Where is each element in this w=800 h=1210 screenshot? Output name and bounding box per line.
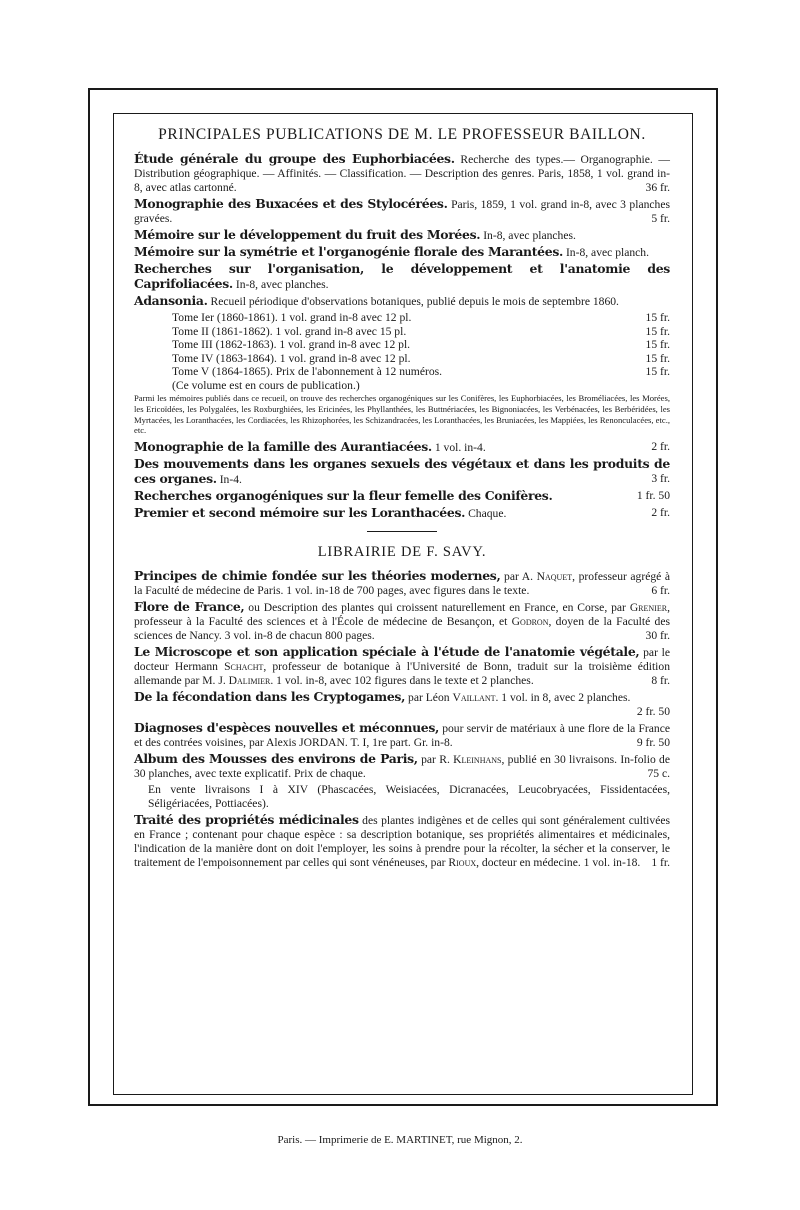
- entry-price: 8 fr.: [651, 674, 670, 688]
- entry-desc: 1 vol. in-4.: [431, 441, 486, 455]
- tome-price: 15 fr.: [645, 351, 670, 365]
- section-heading-savy: LIBRAIRIE DE F. SAVY.: [317, 544, 487, 561]
- tome-label: Tome III (1862-1863). 1 vol. grand in-8 avec 12 pl.: [172, 338, 411, 351]
- entry-price: 5 fr.: [651, 212, 670, 225]
- entry-price: 1 fr.: [651, 856, 670, 870]
- entry-desc: pour servir de matériaux à une flore de la France et des contrées voisines, par Alexis JORDAN. T. I, 1re part. Gr. in-8.: [134, 722, 670, 750]
- entry-title: Recherches sur l'organisation, le développement et l'anatomie des Caprifoliacées.: [134, 261, 670, 291]
- entry-desc: . 1 vol. in-8, avec 102 figures dans le texte et 2 planches.: [270, 674, 534, 688]
- entry-desc: des plantes indigènes et de celles qui sont généralement cultivées en France ; contenant pour chaque espèce : sa description botanique, ses propriétés alimentaires et médicinales, l'indication de la manière dont on doit l'employer, les soins à prendre pour la récolter, la sécher et la conserver, le traitement de l'empoisonnement par celles qui sont vénéneuses, par: [134, 814, 670, 870]
- entry-author: Godron: [511, 615, 549, 629]
- section-heading-baillon: PRINCIPALES PUBLICATIONS DE M. LE PROFESSEUR BAILLON.: [158, 126, 646, 143]
- entry-desc: , professeur à la Faculté des sciences et à l'École de médecine de Besançon, et: [134, 601, 670, 629]
- entry-title: Mémoire sur le développement du fruit des Morées.: [134, 227, 481, 242]
- entry-mouvements: [134, 457, 670, 487]
- entry-desc: . 1 vol. in 8, avec 2 planches.: [495, 691, 631, 705]
- entry-author: Schacht: [224, 660, 264, 674]
- tome-price: 15 fr.: [645, 338, 670, 351]
- adansonia-tomes: [134, 311, 670, 392]
- entry-marantees: [134, 245, 670, 260]
- entry-title: Adansonia.: [134, 293, 208, 308]
- mousses-note: En vente livraisons I à XIV (Phascacées, Weisiacées, Dicranacées, Leucobryacées, Fissidentacées, Séligériacées, Pottiacées).: [148, 783, 670, 811]
- entry-price: 75 c.: [647, 767, 670, 781]
- tome-row: [134, 365, 670, 379]
- entry-price: 30 fr.: [645, 629, 670, 643]
- entry-desc: Chaque.: [465, 507, 507, 521]
- entry-buxacees: [134, 197, 670, 226]
- entry-desc: In-4.: [216, 473, 242, 487]
- entry-title: Album des Mousses des environs de Paris,: [134, 751, 418, 767]
- printer-imprint: Paris. — Imprimerie de E. MARTINET, rue Mignon, 2.: [277, 1134, 523, 1146]
- entry-chimie: [134, 569, 670, 598]
- entry-desc: , docteur en médecine. 1 vol. in-18.: [476, 856, 641, 870]
- tome-row: [134, 352, 670, 366]
- entry-title: Traité des propriétés médicinales: [134, 812, 359, 828]
- entry-title: Recherches organogéniques sur la fleur femelle des Conifères.: [134, 488, 553, 504]
- tome-price: 15 fr.: [645, 365, 670, 378]
- entry-microscope: [134, 645, 670, 688]
- entry-adansonia: [134, 294, 670, 309]
- entry-price: 6 fr.: [651, 584, 670, 598]
- entry-aurantiacees: [134, 440, 670, 455]
- entry-price: 2 fr.: [651, 440, 670, 454]
- entry-author: Rioux: [448, 856, 477, 870]
- entry-caprifoliacees: [134, 262, 670, 292]
- entry-desc: par Léon: [405, 691, 453, 705]
- entry-author: Vaillant: [452, 691, 496, 705]
- entry-price: 2 fr.: [651, 506, 670, 520]
- adansonia-note: (Ce volume est en cours de publication.): [172, 378, 360, 392]
- entry-desc: , professeur de botanique à l'Université de Bonn, traduit sur la troisième édition allemande par M. J.: [134, 660, 670, 688]
- entry-price: 3 fr.: [651, 472, 670, 486]
- entry-desc: Recueil périodique d'observations botaniques, publié depuis le mois de septembre 1860.: [207, 295, 619, 308]
- entry-desc: Paris, 1859, 1 vol. grand in-8, avec 3 planches gravées.: [134, 198, 670, 225]
- entry-title: Principes de chimie fondée sur les théories modernes,: [134, 568, 501, 584]
- entry-author: Dalimier: [228, 674, 271, 688]
- entry-title: Mémoire sur la symétrie et l'organogénie florale des Marantées.: [134, 244, 564, 259]
- entry-title: Étude générale du groupe des Euphorbiacées.: [134, 151, 455, 166]
- entry-price: 1 fr. 50: [636, 489, 670, 503]
- entry-desc: In-8, avec planches.: [480, 229, 576, 242]
- entry-desc: In-8, avec planch.: [563, 246, 649, 259]
- tome-row: [134, 311, 670, 325]
- entry-title: De la fécondation dans les Cryptogames,: [134, 689, 406, 705]
- entry-title: Diagnoses d'espèces nouvelles et méconnues,: [134, 720, 440, 736]
- entry-desc: par le docteur Hermann: [134, 646, 670, 674]
- entry-desc: par R.: [417, 753, 454, 767]
- entry-price: 36 fr.: [645, 181, 670, 194]
- entry-flore: [134, 600, 670, 643]
- entry-desc: ou Description des plantes qui croissent naturellement en France, en Corse, par: [244, 601, 630, 615]
- entry-desc: In-8, avec planches.: [232, 278, 329, 291]
- entry-desc: , doyen de la Faculté des sciences de Nancy. 3 vol. in-8 de chacun 800 pages.: [134, 615, 670, 643]
- tome-label: Tome IV (1863-1864). 1 vol. grand in-8 avec 12 pl.: [172, 351, 411, 365]
- entry-traite: [134, 813, 670, 870]
- tome-label: Tome V (1864-1865). Prix de l'abonnement à 12 numéros.: [172, 365, 443, 378]
- catalog-content: [134, 126, 670, 872]
- entry-title: Flore de France,: [134, 599, 245, 615]
- entry-desc: par A.: [500, 570, 537, 584]
- tome-row: [134, 338, 670, 352]
- entry-cryptogames: [134, 690, 670, 719]
- tome-price: 15 fr.: [645, 324, 670, 338]
- tome-label: Tome Ier (1860-1861). 1 vol. grand in-8 avec 12 pl.: [172, 311, 412, 324]
- entry-author: Grenier: [629, 601, 668, 615]
- entry-loranthacees: [134, 506, 670, 521]
- entry-euphorbiacees: [134, 152, 670, 195]
- entry-title: Monographie de la famille des Aurantiacées.: [134, 439, 432, 455]
- entry-author: Kleinhans: [453, 753, 502, 767]
- entry-desc: , professeur agrégé à la Faculté de médecine de Paris. 1 vol. in-18 de 700 pages, avec figures dans le texte.: [134, 570, 671, 598]
- entry-title: Monographie des Buxacées et des Stylocérées.: [134, 196, 448, 211]
- tome-row: [134, 325, 670, 339]
- entry-mousses: [134, 752, 670, 781]
- tome-price: 15 fr.: [645, 311, 670, 324]
- entry-desc: , publié en 30 livraisons. In-folio de 30 planches, avec texte explicatif. Prix de chaque.: [134, 753, 670, 781]
- tome-label: Tome II (1861-1862). 1 vol. grand in-8 avec 15 pl.: [172, 324, 407, 338]
- adansonia-contents: Parmi les mémoires publiés dans ce recueil, on trouve des recherches organogéniques sur les Conifères, les Euphorbiacées, les Broméliacées, les Morées, les Ericoïdées, les Polygalées, les Roxburghiées, les Ericinées, les Phyllanthées, les Buttnériacées, les Bignoniacées, les Verbénacées, les Berbéridées, les Myrtacées, les Loranthacées, les Cordiacées, les Rhizophorées, les Schizandracées, les Loranthacées, les Bruniacées, les Mappiées, les Renonculacées, etc., etc.: [134, 393, 670, 436]
- section-divider: [367, 531, 437, 532]
- entry-title: Des mouvements dans les organes sexuels des végétaux et dans les produits de ces organes.: [134, 456, 670, 487]
- entry-coniferes: [134, 489, 670, 504]
- entry-diagnoses: [134, 721, 670, 750]
- entry-author: Naquet: [536, 570, 573, 584]
- entry-title: Premier et second mémoire sur les Loranthacées.: [134, 505, 466, 521]
- entry-morees: [134, 228, 670, 243]
- entry-price: 9 fr. 50: [636, 736, 670, 750]
- entry-title: Le Microscope et son application spéciale à l'étude de l'anatomie végétale,: [134, 644, 640, 660]
- entry-price: 2 fr. 50: [636, 705, 670, 719]
- entry-desc: Recherche des types.— Organographie. — Distribution géographique. — Affinités. — Classification. — Description des genres. Paris, 1858, 1 vol. grand in-8, avec atlas cartonné.: [134, 153, 670, 194]
